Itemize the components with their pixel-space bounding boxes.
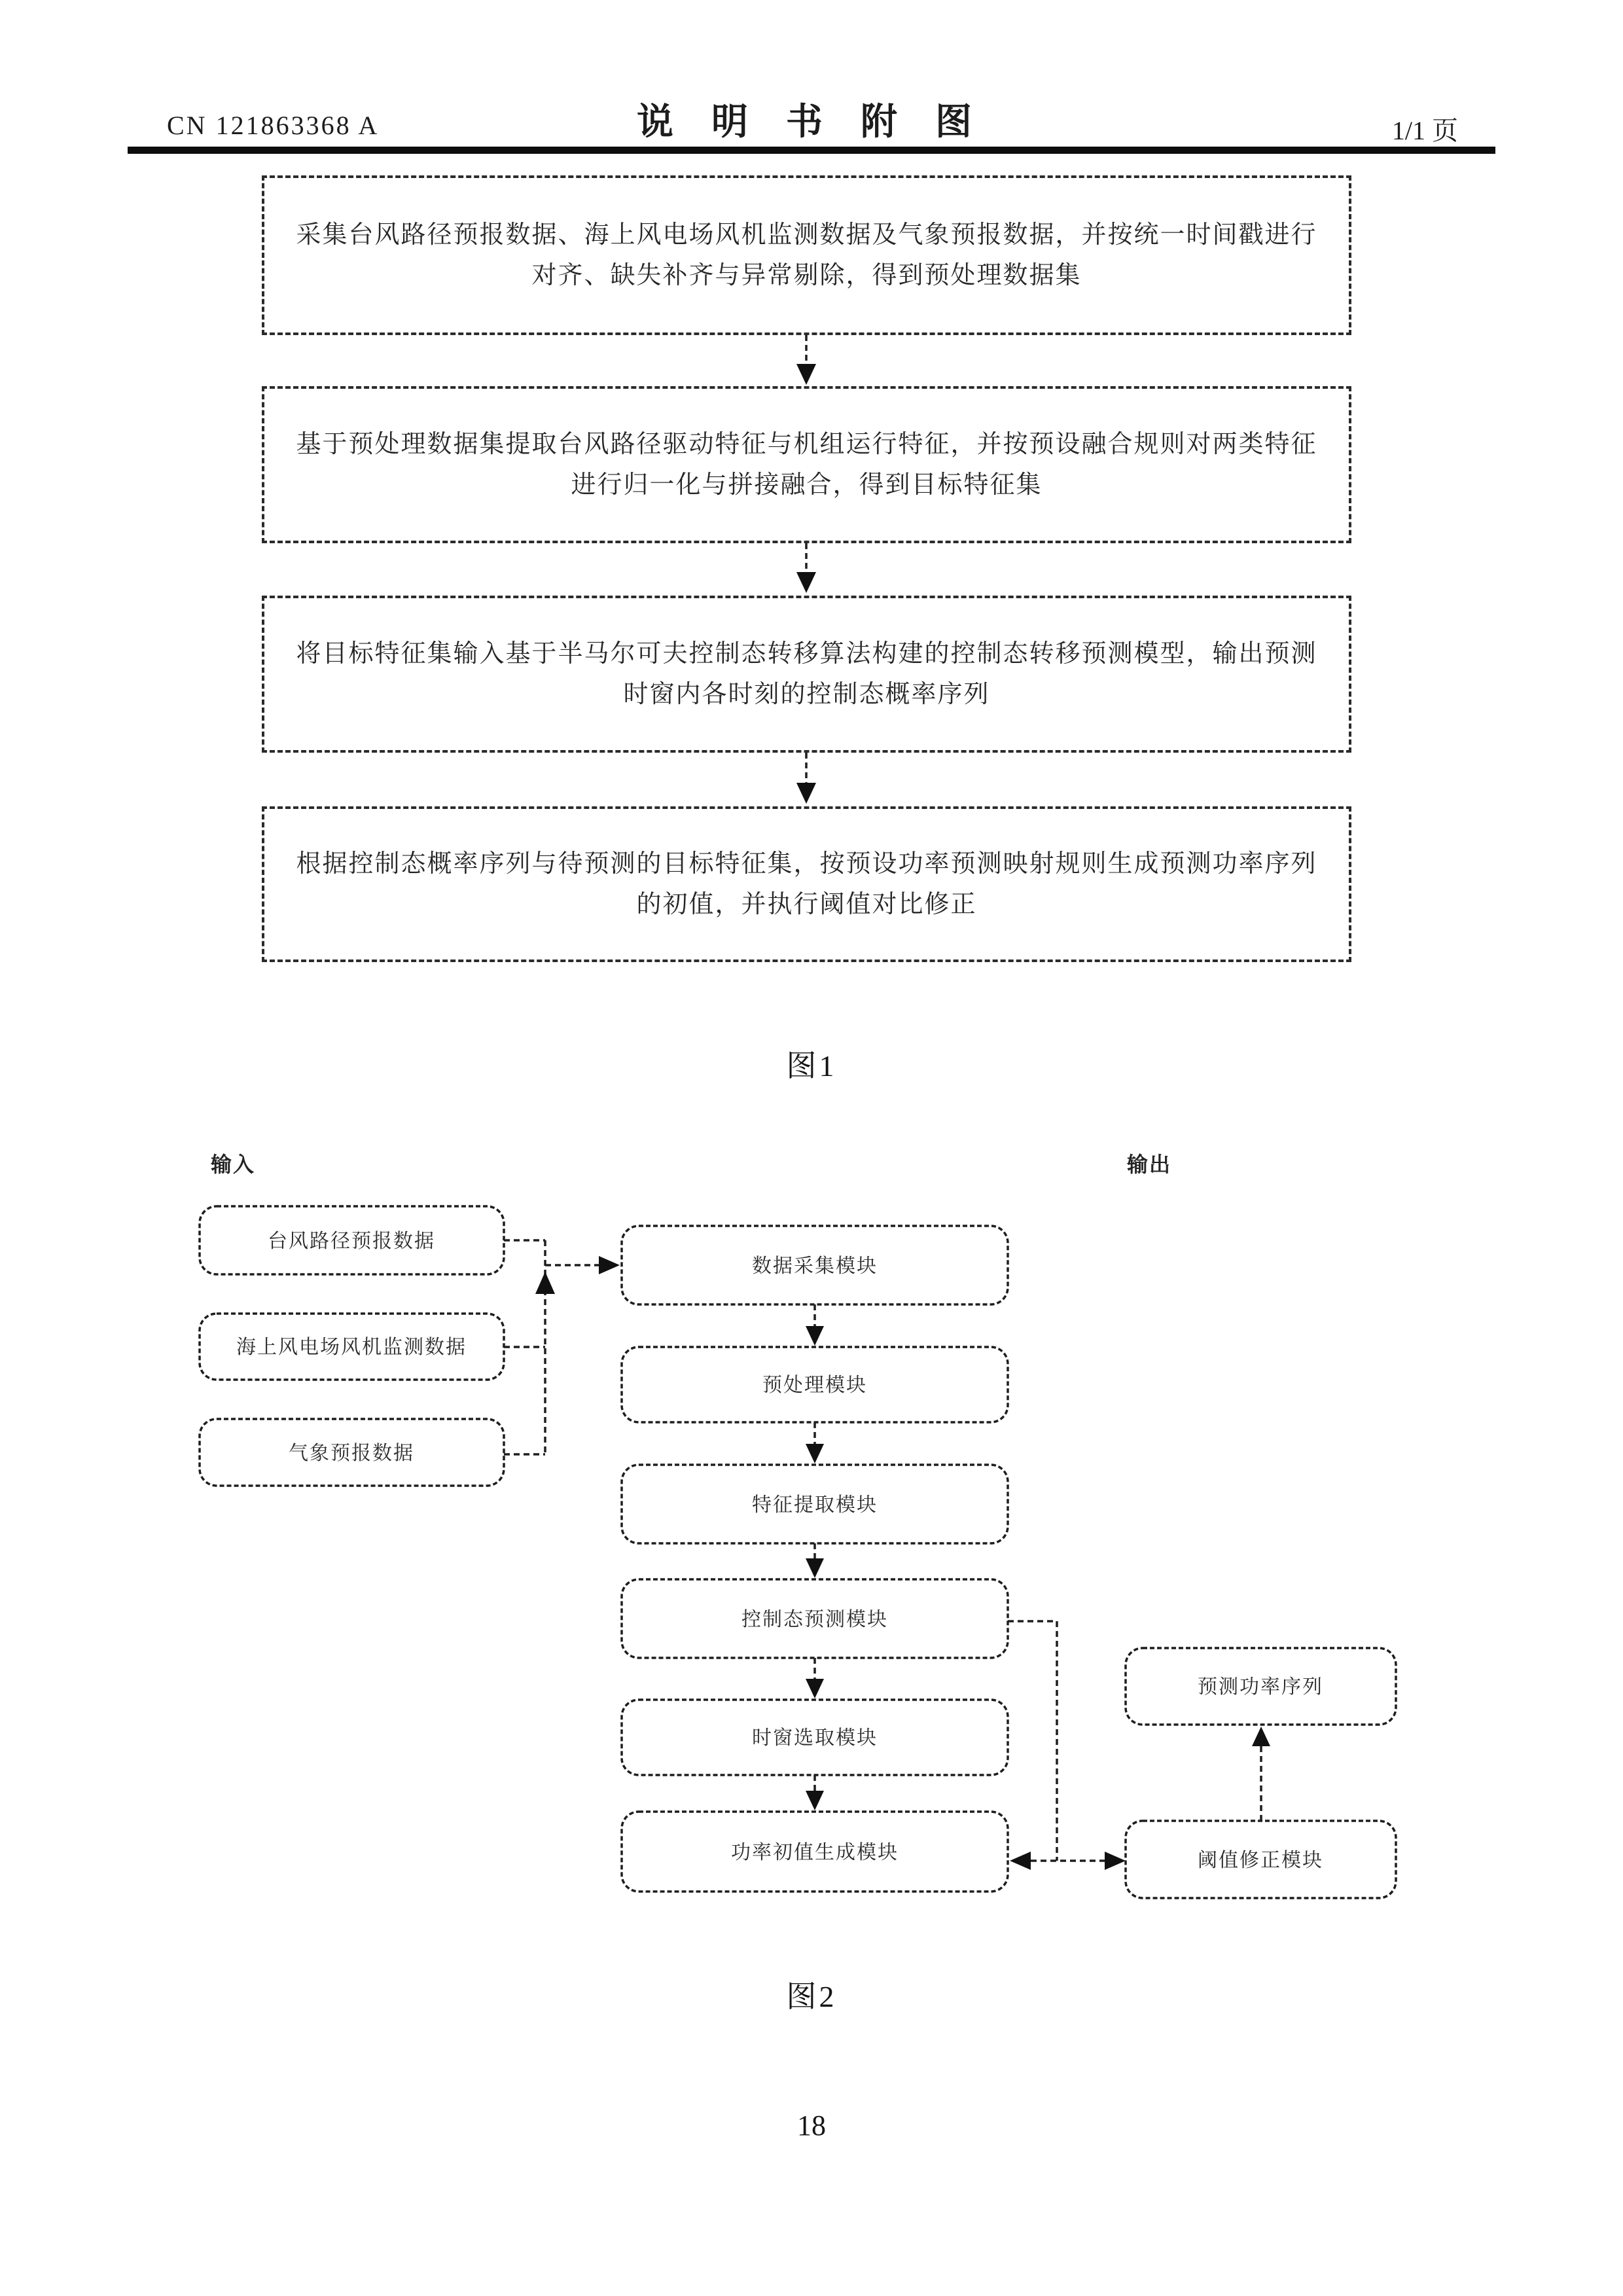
fig1-caption: 图1 [786,1049,837,1083]
fig1-step-2-text: 基于预处理数据集提取台风路径驱动特征与机组运行特征，并按预设融合规则对两类特征进行归一化与拼接融合，得到目标特征集 [296,431,1317,499]
page-title: 说 明 书 附 图 [637,102,986,143]
fig1-step-3-text: 将目标特征集输入基于半马尔可夫控制态转移算法构建的控制态转移预测模型，输出预测时窗内各时刻的控制态概率序列 [296,640,1317,708]
fig2-module-feature-extraction-label: 特征提取模块 [752,1494,878,1516]
fig1-arrow-3-head [796,783,816,804]
fig2-input-box-weather-forecast-label: 气象预报数据 [289,1443,414,1464]
fig2-arrowhead-into-series [1252,1727,1270,1746]
fig2-arrowhead-timewindow [806,1679,824,1698]
fig2-input-label: 输入 [211,1153,256,1176]
fig2-arrowhead-preprocessing [806,1326,824,1346]
fig2-arrowhead-into-correction [1105,1852,1126,1870]
fig2-module-power-initial-value-label: 功率初值生成模块 [731,1842,899,1863]
fig1-step-1-text: 采集台风路径预报数据、海上风电场风机监测数据及气象预报数据，并按统一时间戳进行对齐、缺失补齐与异常剔除，得到预处理数据集 [296,221,1317,289]
page-number: 18 [797,2109,826,2142]
fig1-step-4-text: 根据控制态概率序列与待预测的目标特征集，按预设功率预测映射规则生成预测功率序列的初值，并执行阈值对比修正 [296,850,1317,918]
fig2-input-box-typhoon-track-label: 台风路径预报数据 [268,1230,435,1252]
fig2-input-box-turbine-monitoring-label: 海上风电场风机监测数据 [236,1336,467,1358]
patent-number: CN 121863368 A [167,111,380,140]
fig2-arrowhead-controlstate [806,1558,824,1578]
fig2-collector-up-arrowhead [535,1272,555,1294]
fig2-module-control-state-prediction-label: 控制态预测模块 [741,1609,888,1630]
fig1-arrow-1-head [796,364,816,385]
fig2-arrowhead-feature [806,1444,824,1463]
fig1-arrow-2-head [796,572,816,593]
fig2-output-box-threshold-correction-label: 阈值修正模块 [1198,1850,1323,1871]
fig2-connector-controlstate-to-correction [1008,1621,1057,1861]
page-indicator: 1/1 页 [1391,116,1458,145]
fig2-module-time-window-selection-label: 时窗选取模块 [752,1727,878,1749]
fig2-arrowhead-into-powerinit [1010,1852,1031,1870]
fig2-module-data-acquisition-label: 数据采集模块 [752,1255,878,1277]
fig2-acquisition-in-arrowhead [599,1256,620,1274]
fig2-output-box-predicted-power-series-label: 预测功率序列 [1198,1676,1323,1698]
fig2-caption: 图2 [786,1980,837,2013]
fig2-module-preprocessing-label: 预处理模块 [762,1374,867,1396]
fig2-arrowhead-powerinit [806,1791,824,1810]
fig2-output-label: 输出 [1127,1153,1172,1176]
